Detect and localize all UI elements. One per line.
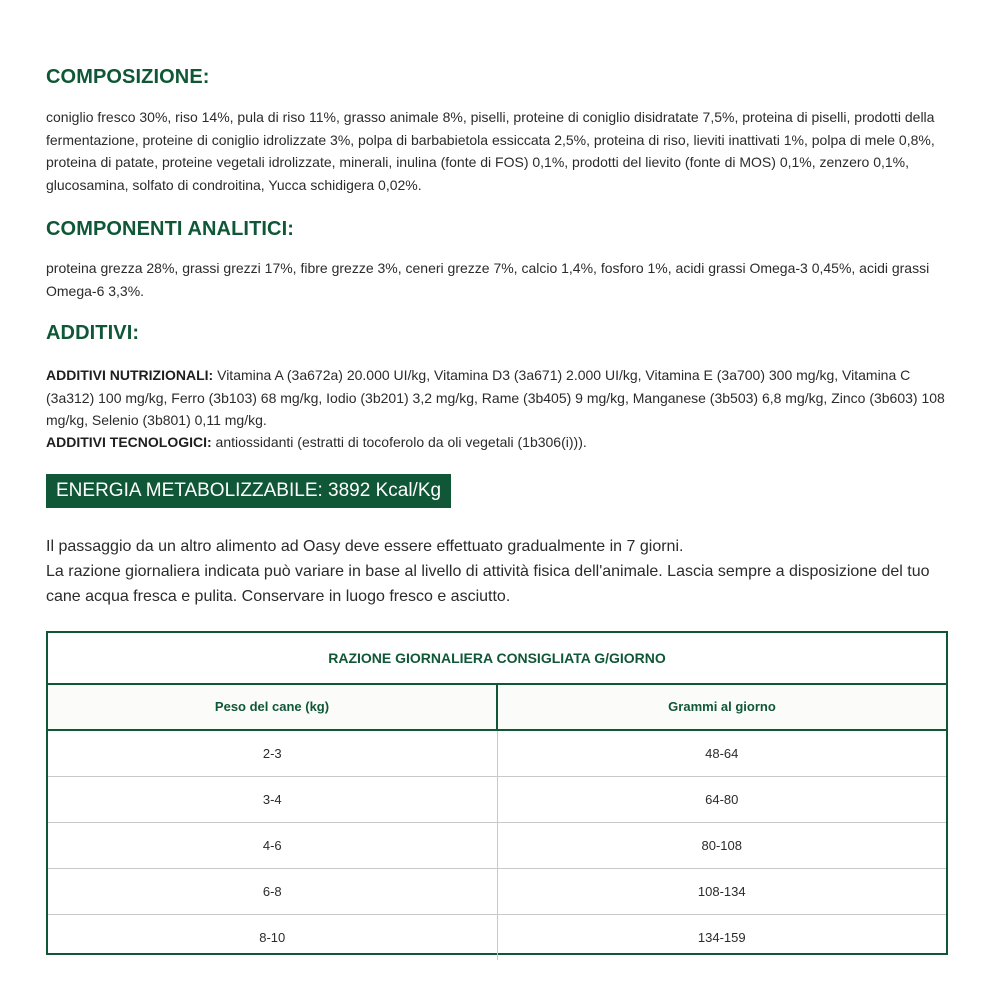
additivi-nutrizionali — [46, 364, 954, 432]
cell-grams: 80-108 — [701, 838, 742, 853]
additivi-tecnologici-text: antiossidanti (estratti di tocoferolo da oli vegetali (1b306(i))). — [211, 434, 587, 450]
cell-weight: 8-10 — [48, 915, 498, 960]
table-row — [48, 731, 946, 777]
table-row — [48, 777, 946, 823]
additivi-heading: ADDITIVI: — [46, 322, 140, 344]
header-weight: Peso del cane (kg) — [48, 685, 498, 729]
cell-weight: 6-8 — [48, 869, 498, 914]
additivi-nutrizionali-label: ADDITIVI NUTRIZIONALI: — [46, 367, 214, 383]
composizione-heading: COMPOSIZIONE: — [46, 66, 210, 88]
feeding-table — [46, 631, 948, 955]
table-row — [48, 869, 946, 915]
cell-grams: 48-64 — [705, 746, 739, 761]
cell-grams: 64-80 — [705, 792, 739, 807]
table-row — [48, 915, 946, 960]
energy-banner: ENERGIA METABOLIZZABILE: 3892 Kcal/Kg — [46, 474, 451, 508]
instructions-line-2: La razione giornaliera indicata può variare in base al livello di attività fisica dell'animale. Lascia sempre a disposizione del tuo cane acqua fresca e pulita. Conservare in luogo fresco e asciutto. — [46, 563, 930, 605]
header-grams: Grammi al giorno — [668, 699, 776, 714]
cell-grams: 108-134 — [697, 884, 746, 899]
feeding-table-title: RAZIONE GIORNALIERA CONSIGLIATA G/GIORNO — [48, 633, 946, 685]
cell-weight: 3-4 — [48, 777, 498, 822]
table-row — [48, 823, 946, 869]
additivi-nutrizionali-text: Vitamina A (3a672a) 20.000 UI/kg, Vitamina D3 (3a671) 2.000 UI/kg, Vitamina E (3a700) 300 mg/kg, Vitamina C (3a312) 100 mg/kg, Ferro (3b103) 68 mg/kg, Iodio (3b201) 3,2 mg/kg, Rame (3b405) 9 mg/kg, Manganese (3b503) 6,8 mg/kg, Zinco (3b603) 108 mg/kg, Selenio (3b801) 0,11 mg/kg. — [46, 367, 945, 428]
feeding-table-header — [48, 685, 946, 731]
composizione-text: coniglio fresco 30%, riso 14%, pula di riso 11%, grasso animale 8%, piselli, proteine di coniglio disidratate 7,5%, proteina di piselli, prodotti della fermentazione, proteine di coniglio idrolizzate 3%, polpa di barbabietola essiccata 2,5%, proteina di riso, lieviti inattivati 1%, polpa di mele 0,8%, proteina di patate, proteine vegetali idrolizzate, minerali, inulina (fonte di FOS) 0,1%, prodotti del lievito (fonte di MOS) 0,1%, zenzero 0,1%, glucosamina, solfato di condroitina, Yucca schidigera 0,02%. — [46, 109, 935, 193]
cell-weight: 2-3 — [48, 731, 498, 776]
instructions-line-1: Il passaggio da un altro alimento ad Oasy deve essere effettuato gradualmente in 7 giorni. — [46, 538, 684, 555]
componenti-heading: COMPONENTI ANALITICI: — [46, 218, 295, 240]
additivi-tecnologici — [46, 431, 954, 454]
additivi-tecnologici-label: ADDITIVI TECNOLOGICI: — [46, 434, 212, 450]
cell-grams: 134-159 — [697, 930, 746, 945]
cell-weight: 4-6 — [48, 823, 498, 868]
componenti-text: proteina grezza 28%, grassi grezzi 17%, fibre grezze 3%, ceneri grezze 7%, calcio 1,4%, fosforo 1%, acidi grassi Omega-3 0,45%, acidi grassi Omega-6 3,3%. — [46, 260, 930, 299]
